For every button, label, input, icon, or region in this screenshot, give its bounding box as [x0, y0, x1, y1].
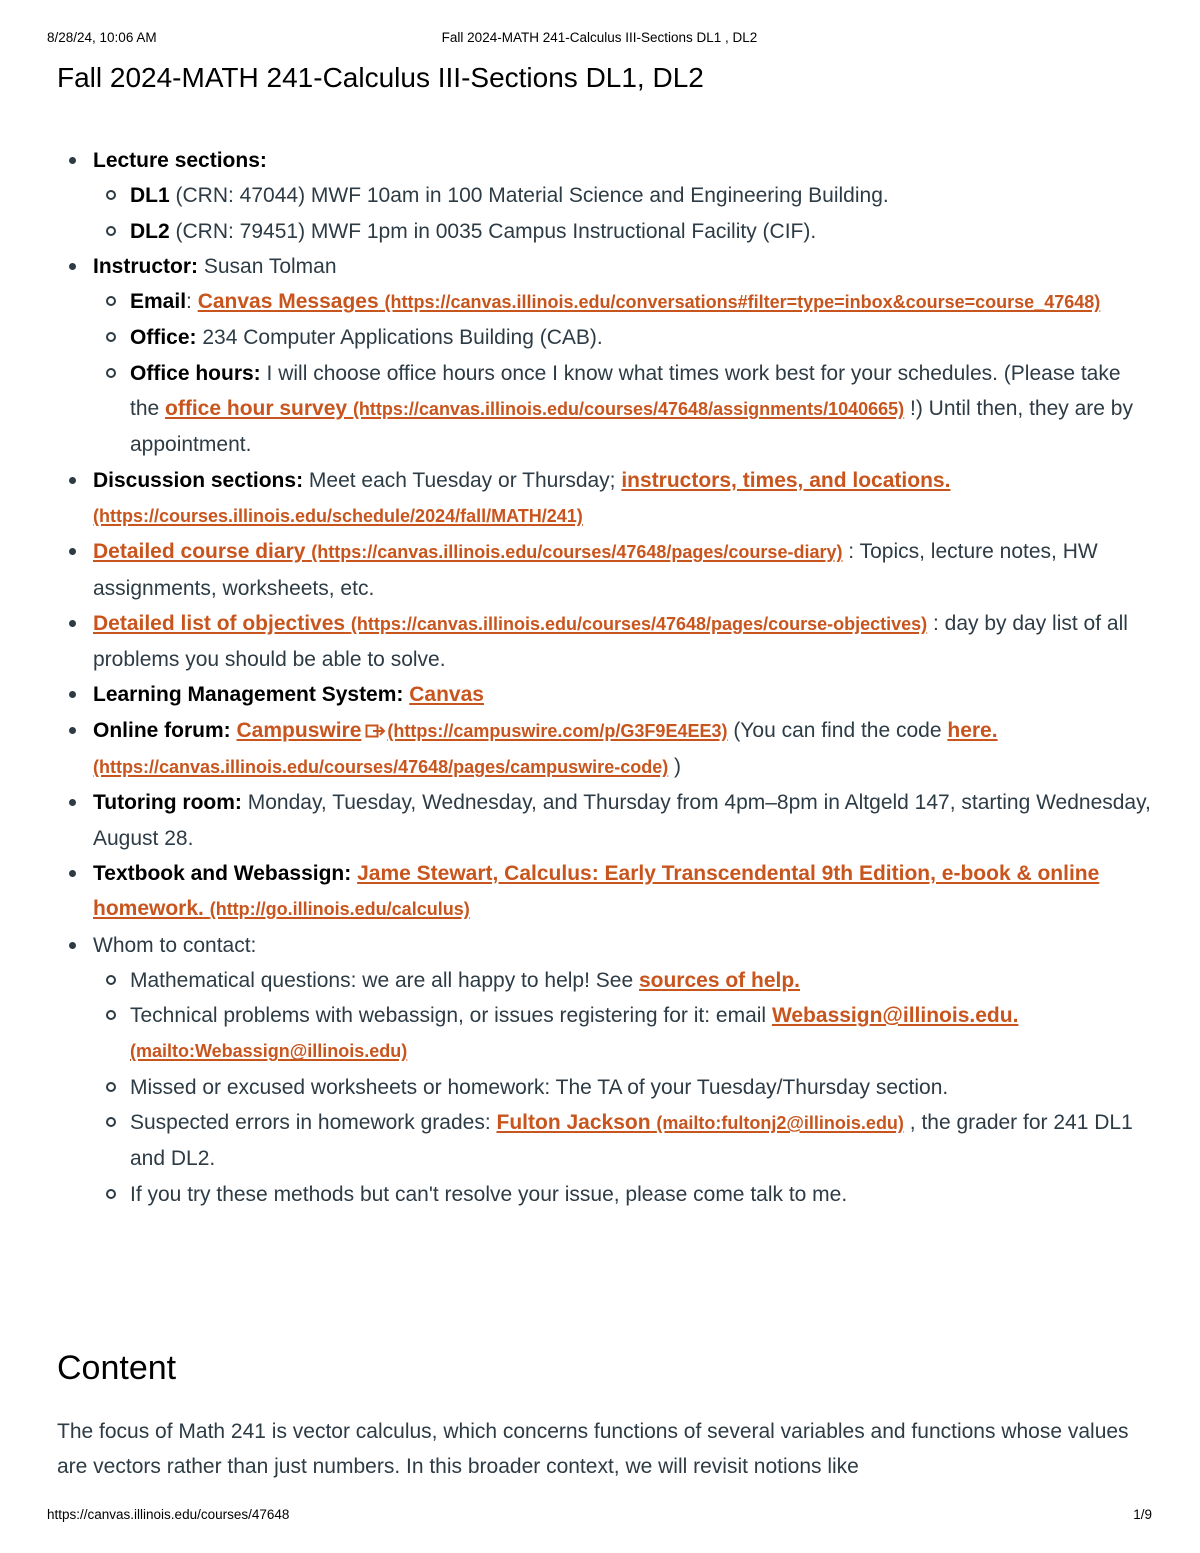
campuswire-link-text[interactable]: Campuswire — [236, 718, 362, 742]
objectives-url[interactable]: (https://canvas.illinois.edu/courses/47648/pages/course-objectives) — [350, 613, 928, 634]
grader-email-link-text[interactable]: Fulton Jackson — [496, 1111, 651, 1135]
office-text: 234 Computer Applications Building (CAB). — [196, 326, 603, 350]
webassign-email-link-text[interactable]: Webassign@illinois.edu. — [771, 1004, 1019, 1028]
print-date: 8/28/24, 10:06 AM — [47, 30, 157, 45]
discussion-locations-link-text[interactable]: instructors, times, and locations. — [621, 468, 951, 492]
textbook-label: Textbook and Webassign: — [93, 861, 352, 885]
grader-email-url[interactable]: (mailto:fultonj2@illinois.edu) — [656, 1113, 904, 1134]
textbook-url[interactable]: (http://go.illinois.edu/calculus) — [209, 899, 470, 920]
office-hours-text: I will choose office hours once I know what times work best for your schedules. (Please take the — [130, 361, 1121, 421]
contact-label: Whom to contact: — [93, 933, 257, 957]
objectives-item — [93, 606, 1153, 678]
campuswire-code-link-text[interactable]: here. — [947, 718, 998, 742]
canvas-link[interactable]: Canvas — [409, 683, 484, 707]
tutoring-text: Monday, Tuesday, Wednesday, and Thursday from 4pm–8pm in Altgeld 147, starting Wednesday, August 28. — [93, 791, 1151, 850]
instructor-name: Susan Tolman — [198, 254, 337, 278]
grader-email-link[interactable] — [497, 1111, 904, 1134]
office-hours-item — [130, 356, 1153, 463]
forum-label: Online forum: — [93, 718, 231, 742]
discussion-sections-item — [93, 463, 1153, 535]
office-hours-label: Office hours: — [130, 361, 261, 385]
course-diary-url[interactable]: (https://canvas.illinois.edu/courses/47648/pages/course-diary) — [311, 542, 843, 563]
tutoring-room-item — [93, 785, 1153, 856]
instructor-details-list — [93, 284, 1153, 462]
email-sep: : — [186, 290, 198, 314]
lecture-dl1 — [130, 178, 1153, 213]
course-diary-item — [93, 534, 1153, 606]
course-diary-link-text[interactable]: Detailed course diary — [93, 540, 306, 564]
dl2-label: DL2 — [130, 219, 170, 243]
online-forum-item — [93, 713, 1153, 786]
external-link-icon — [365, 723, 387, 739]
contact-resolve-text: If you try these methods but can't resolve your issue, please come talk to me. — [130, 1182, 848, 1206]
contact-grades-text: Suspected errors in homework grades: — [130, 1111, 497, 1135]
campuswire-link[interactable] — [237, 719, 728, 742]
tutoring-label: Tutoring room: — [93, 791, 242, 815]
office-hour-survey-link[interactable] — [165, 397, 904, 420]
sources-of-help-link[interactable]: sources of help. — [638, 968, 801, 992]
contact-tech-item — [130, 998, 1153, 1070]
print-page-title: Fall 2024-MATH 241-Calculus III-Sections DL1 , DL2 — [441, 30, 758, 45]
textbook-link-text[interactable]: Jame Stewart, Calculus: Early Transcendental 9th Edition, e-book & online homework. — [93, 861, 1100, 921]
page-title: Fall 2024-MATH 241-Calculus III-Sections DL1, DL2 — [57, 62, 704, 93]
contact-missed-text: Missed or excused worksheets or homework: The TA of your Tuesday/Thursday section. — [130, 1075, 949, 1099]
course-info-list — [93, 143, 1153, 1212]
contact-math-item — [130, 963, 1153, 998]
discussion-locations-url[interactable]: (https://courses.illinois.edu/schedule/2024/fall/MATH/241) — [93, 505, 583, 526]
office-hour-survey-url[interactable]: (https://canvas.illinois.edu/courses/47648/assignments/1040665) — [352, 399, 905, 420]
instructor-label: Instructor: — [93, 254, 198, 278]
lecture-sections-list — [93, 178, 1153, 249]
course-diary-text: : Topics, lecture notes, HW assignments, worksheets, etc. — [93, 540, 1098, 600]
print-url: https://canvas.illinois.edu/courses/47648 — [47, 1507, 290, 1522]
forum-text-end: ) — [668, 755, 682, 779]
lms-item — [93, 677, 1153, 712]
canvas-messages-link-text[interactable]: Canvas Messages — [197, 290, 379, 314]
dl1-text: (CRN: 47044) MWF 10am in 100 Material Science and Engineering Building. — [169, 184, 889, 208]
contact-grades-item — [130, 1105, 1153, 1177]
print-page-number: 1/9 — [1133, 1507, 1152, 1522]
course-diary-link[interactable] — [93, 540, 842, 563]
contact-grades-text-end: , the grader for 241 DL1 and DL2. — [130, 1111, 1133, 1171]
instructor-item — [93, 249, 1153, 463]
objectives-text: : day by day list of all problems you should be able to solve. — [93, 611, 1128, 672]
forum-text: (You can find the code — [727, 718, 948, 742]
campuswire-code-url[interactable]: (https://canvas.illinois.edu/courses/47648/pages/campuswire-code) — [93, 757, 669, 778]
canvas-messages-url[interactable]: (https://canvas.illinois.edu/conversations#filter=type=inbox&course=course_47648) — [384, 292, 1101, 313]
campuswire-url[interactable]: (https://campuswire.com/p/G3F9E4EE3) — [387, 720, 728, 741]
office-hour-survey-link-text[interactable]: office hour survey — [165, 397, 348, 421]
content-paragraph: The focus of Math 241 is vector calculus, which concerns functions of several variables and functions whose values are vectors rather than just numbers. In this broader context, we will revisit notions like — [57, 1420, 1129, 1479]
email-label: Email — [130, 290, 187, 314]
contact-list — [93, 963, 1153, 1212]
content-heading: Content — [57, 1349, 177, 1387]
objectives-link-text[interactable]: Detailed list of objectives — [93, 611, 346, 635]
webassign-email-url[interactable]: (mailto:Webassign@illinois.edu) — [130, 1041, 408, 1062]
email-item — [130, 284, 1153, 320]
contact-math-text: Mathematical questions: we are all happy to help! See — [130, 968, 639, 992]
objectives-link[interactable] — [93, 612, 927, 635]
lms-label: Learning Management System: — [93, 683, 404, 707]
contact-tech-text: Technical problems with webassign, or issues registering for it: email — [130, 1004, 772, 1028]
discussion-text: Meet each Tuesday or Thursday; — [303, 468, 622, 492]
dl1-label: DL1 — [130, 184, 170, 208]
office-label: Office: — [130, 326, 197, 350]
whom-to-contact-item — [93, 928, 1153, 1212]
contact-missed-item — [130, 1070, 1153, 1105]
textbook-item — [93, 856, 1153, 928]
lecture-dl2 — [130, 214, 1153, 249]
lecture-sections-item — [93, 143, 1153, 249]
contact-resolve-item — [130, 1177, 1153, 1212]
discussion-label: Discussion sections: — [93, 468, 304, 492]
canvas-messages-link[interactable] — [198, 290, 1101, 313]
office-hours-text-end: !) Until then, they are by appointment. — [130, 397, 1133, 457]
lecture-sections-label: Lecture sections: — [93, 149, 267, 172]
office-item — [130, 320, 1153, 355]
dl2-text: (CRN: 79451) MWF 1pm in 0035 Campus Instructional Facility (CIF). — [169, 219, 817, 243]
